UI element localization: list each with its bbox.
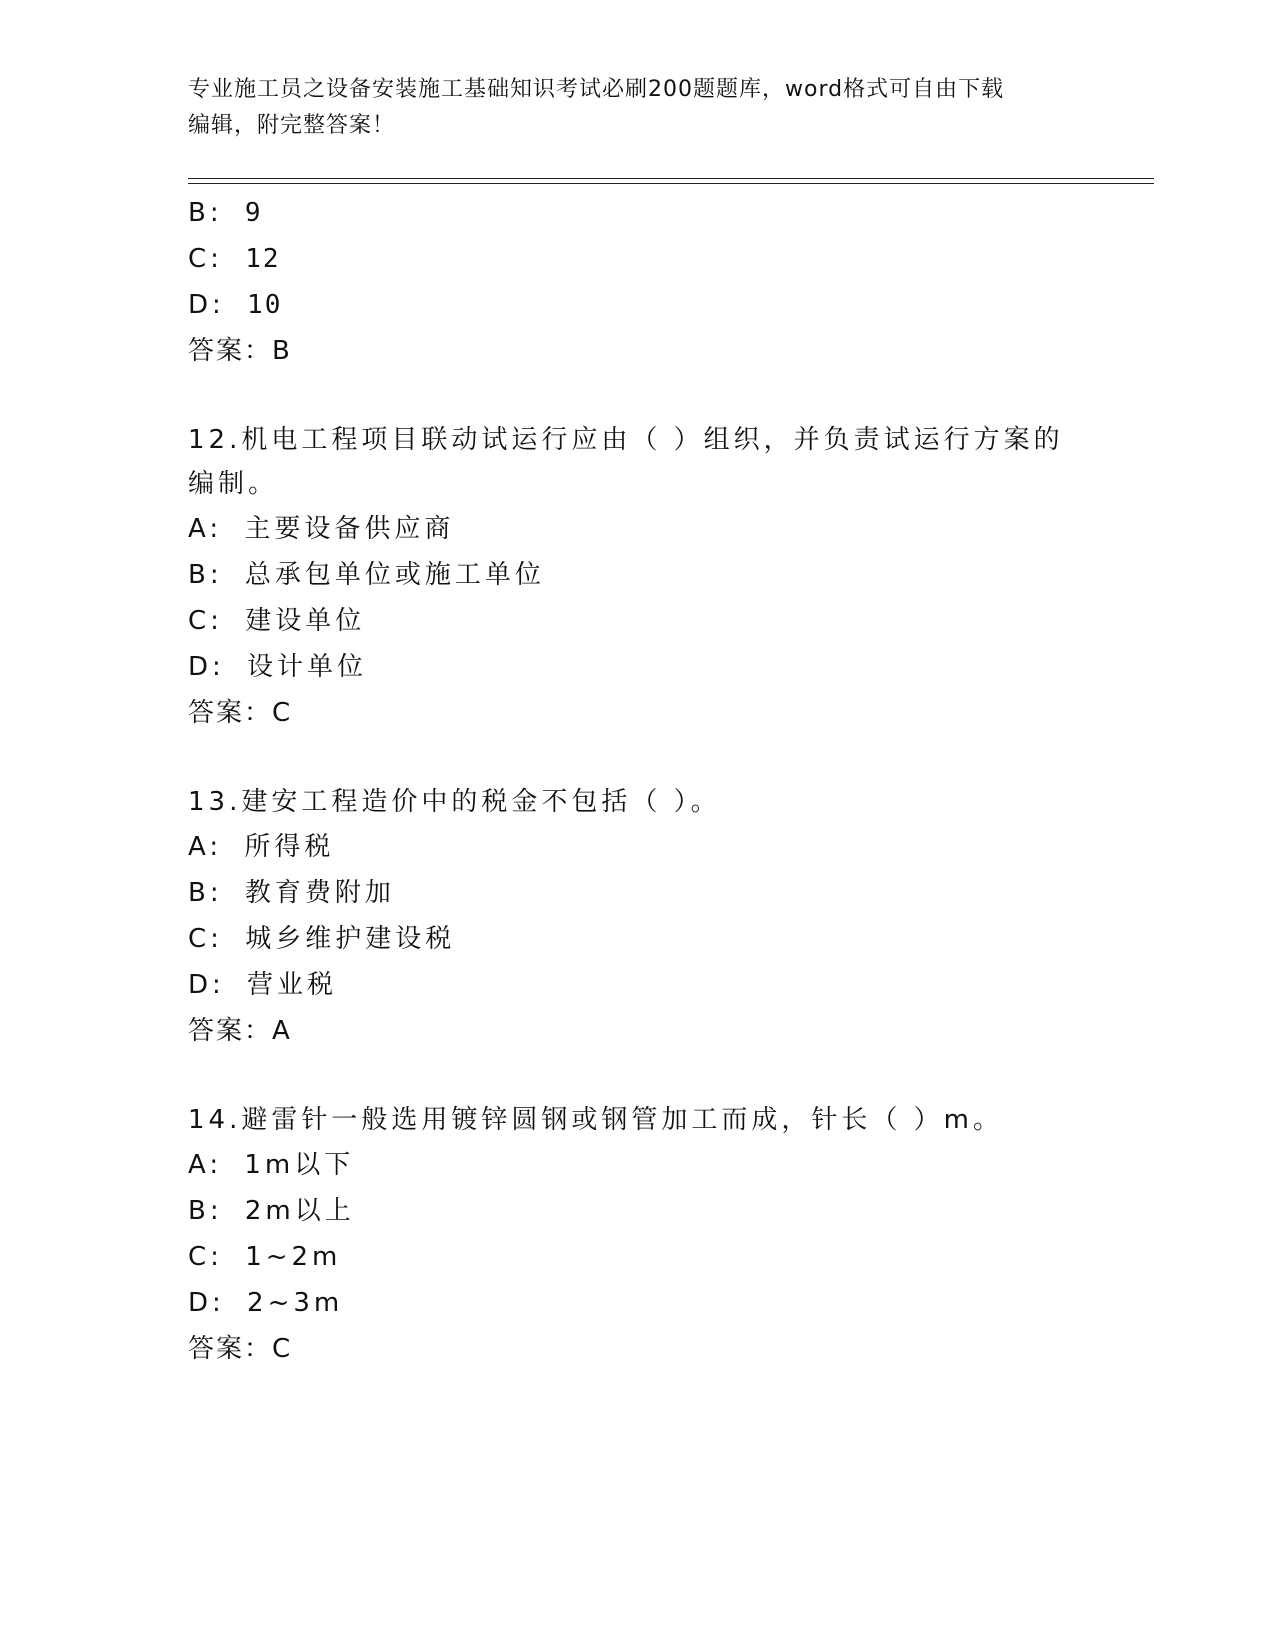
option-key: C:: [188, 606, 223, 636]
option-key: A:: [188, 514, 223, 544]
option-row: [188, 190, 1088, 236]
option-row: [188, 916, 1088, 962]
option-key: C:: [188, 244, 223, 274]
header-title-line-2: 编辑，附完整答案！: [188, 113, 396, 138]
previous-question-tail: [188, 190, 1088, 374]
question-stem: 13.建安工程造价中的税金不包括（ ）。: [188, 787, 721, 817]
header-divider-secondary: [188, 183, 1154, 184]
option-row: [188, 644, 1088, 690]
question-stem: 12.机电工程项目联动试运行应由（ ）组织，并负责试运行方案的编制。: [188, 425, 1064, 499]
option-text: 建设单位: [245, 606, 366, 636]
option-row: [188, 552, 1088, 598]
option-text: 教育费附加: [244, 878, 395, 908]
option-text: 2m以上: [244, 1196, 355, 1226]
question-12: [188, 418, 1088, 736]
option-text: 营业税: [247, 970, 338, 1000]
option-text: 设计单位: [247, 652, 368, 682]
answer-line: 答案：A: [188, 1016, 292, 1046]
option-key: C:: [188, 1242, 223, 1272]
option-key: B:: [188, 1196, 223, 1226]
option-text: 1m以下: [244, 1150, 355, 1180]
option-text: 城乡维护建设税: [245, 924, 456, 954]
option-row: [188, 962, 1088, 1008]
option-key: A:: [188, 1150, 223, 1180]
answer-line: 答案：C: [188, 1334, 293, 1364]
option-key: B:: [188, 560, 223, 590]
option-row: [188, 1142, 1088, 1188]
header-divider: [188, 178, 1154, 179]
option-row: [188, 1280, 1088, 1326]
option-text: 10: [247, 290, 283, 320]
option-key: D:: [188, 652, 225, 682]
option-row: [188, 282, 1088, 328]
option-text: 1~2m: [245, 1242, 342, 1272]
document-header: [188, 72, 1088, 144]
option-row: [188, 236, 1088, 282]
option-row: [188, 824, 1088, 870]
option-row: [188, 870, 1088, 916]
option-text: 所得税: [244, 832, 335, 862]
option-key: B:: [188, 198, 223, 228]
question-14: [188, 1098, 1088, 1372]
option-key: D:: [188, 970, 225, 1000]
answer-line: 答案：C: [188, 698, 293, 728]
option-text: 总承包单位或施工单位: [244, 560, 545, 590]
option-text: 12: [245, 244, 281, 274]
document-body: [188, 190, 1088, 1372]
option-row: [188, 598, 1088, 644]
option-text: 9: [244, 198, 263, 228]
option-key: C:: [188, 924, 223, 954]
option-text: 2~3m: [247, 1288, 344, 1318]
header-title-line-1: 专业施工员之设备安装施工基础知识考试必刷200题题库，word格式可自由下载: [188, 77, 1005, 102]
option-text: 主要设备供应商: [244, 514, 455, 544]
question-13: [188, 780, 1088, 1054]
option-row: [188, 1234, 1088, 1280]
option-key: B:: [188, 878, 223, 908]
option-key: D:: [188, 290, 225, 320]
question-stem: 14.避雷针一般选用镀锌圆钢或钢管加工而成，针长（ ）m。: [188, 1105, 1003, 1135]
answer-line: 答案：B: [188, 336, 292, 366]
option-row: [188, 1188, 1088, 1234]
option-row: [188, 506, 1088, 552]
option-key: D:: [188, 1288, 225, 1318]
option-key: A:: [188, 832, 223, 862]
